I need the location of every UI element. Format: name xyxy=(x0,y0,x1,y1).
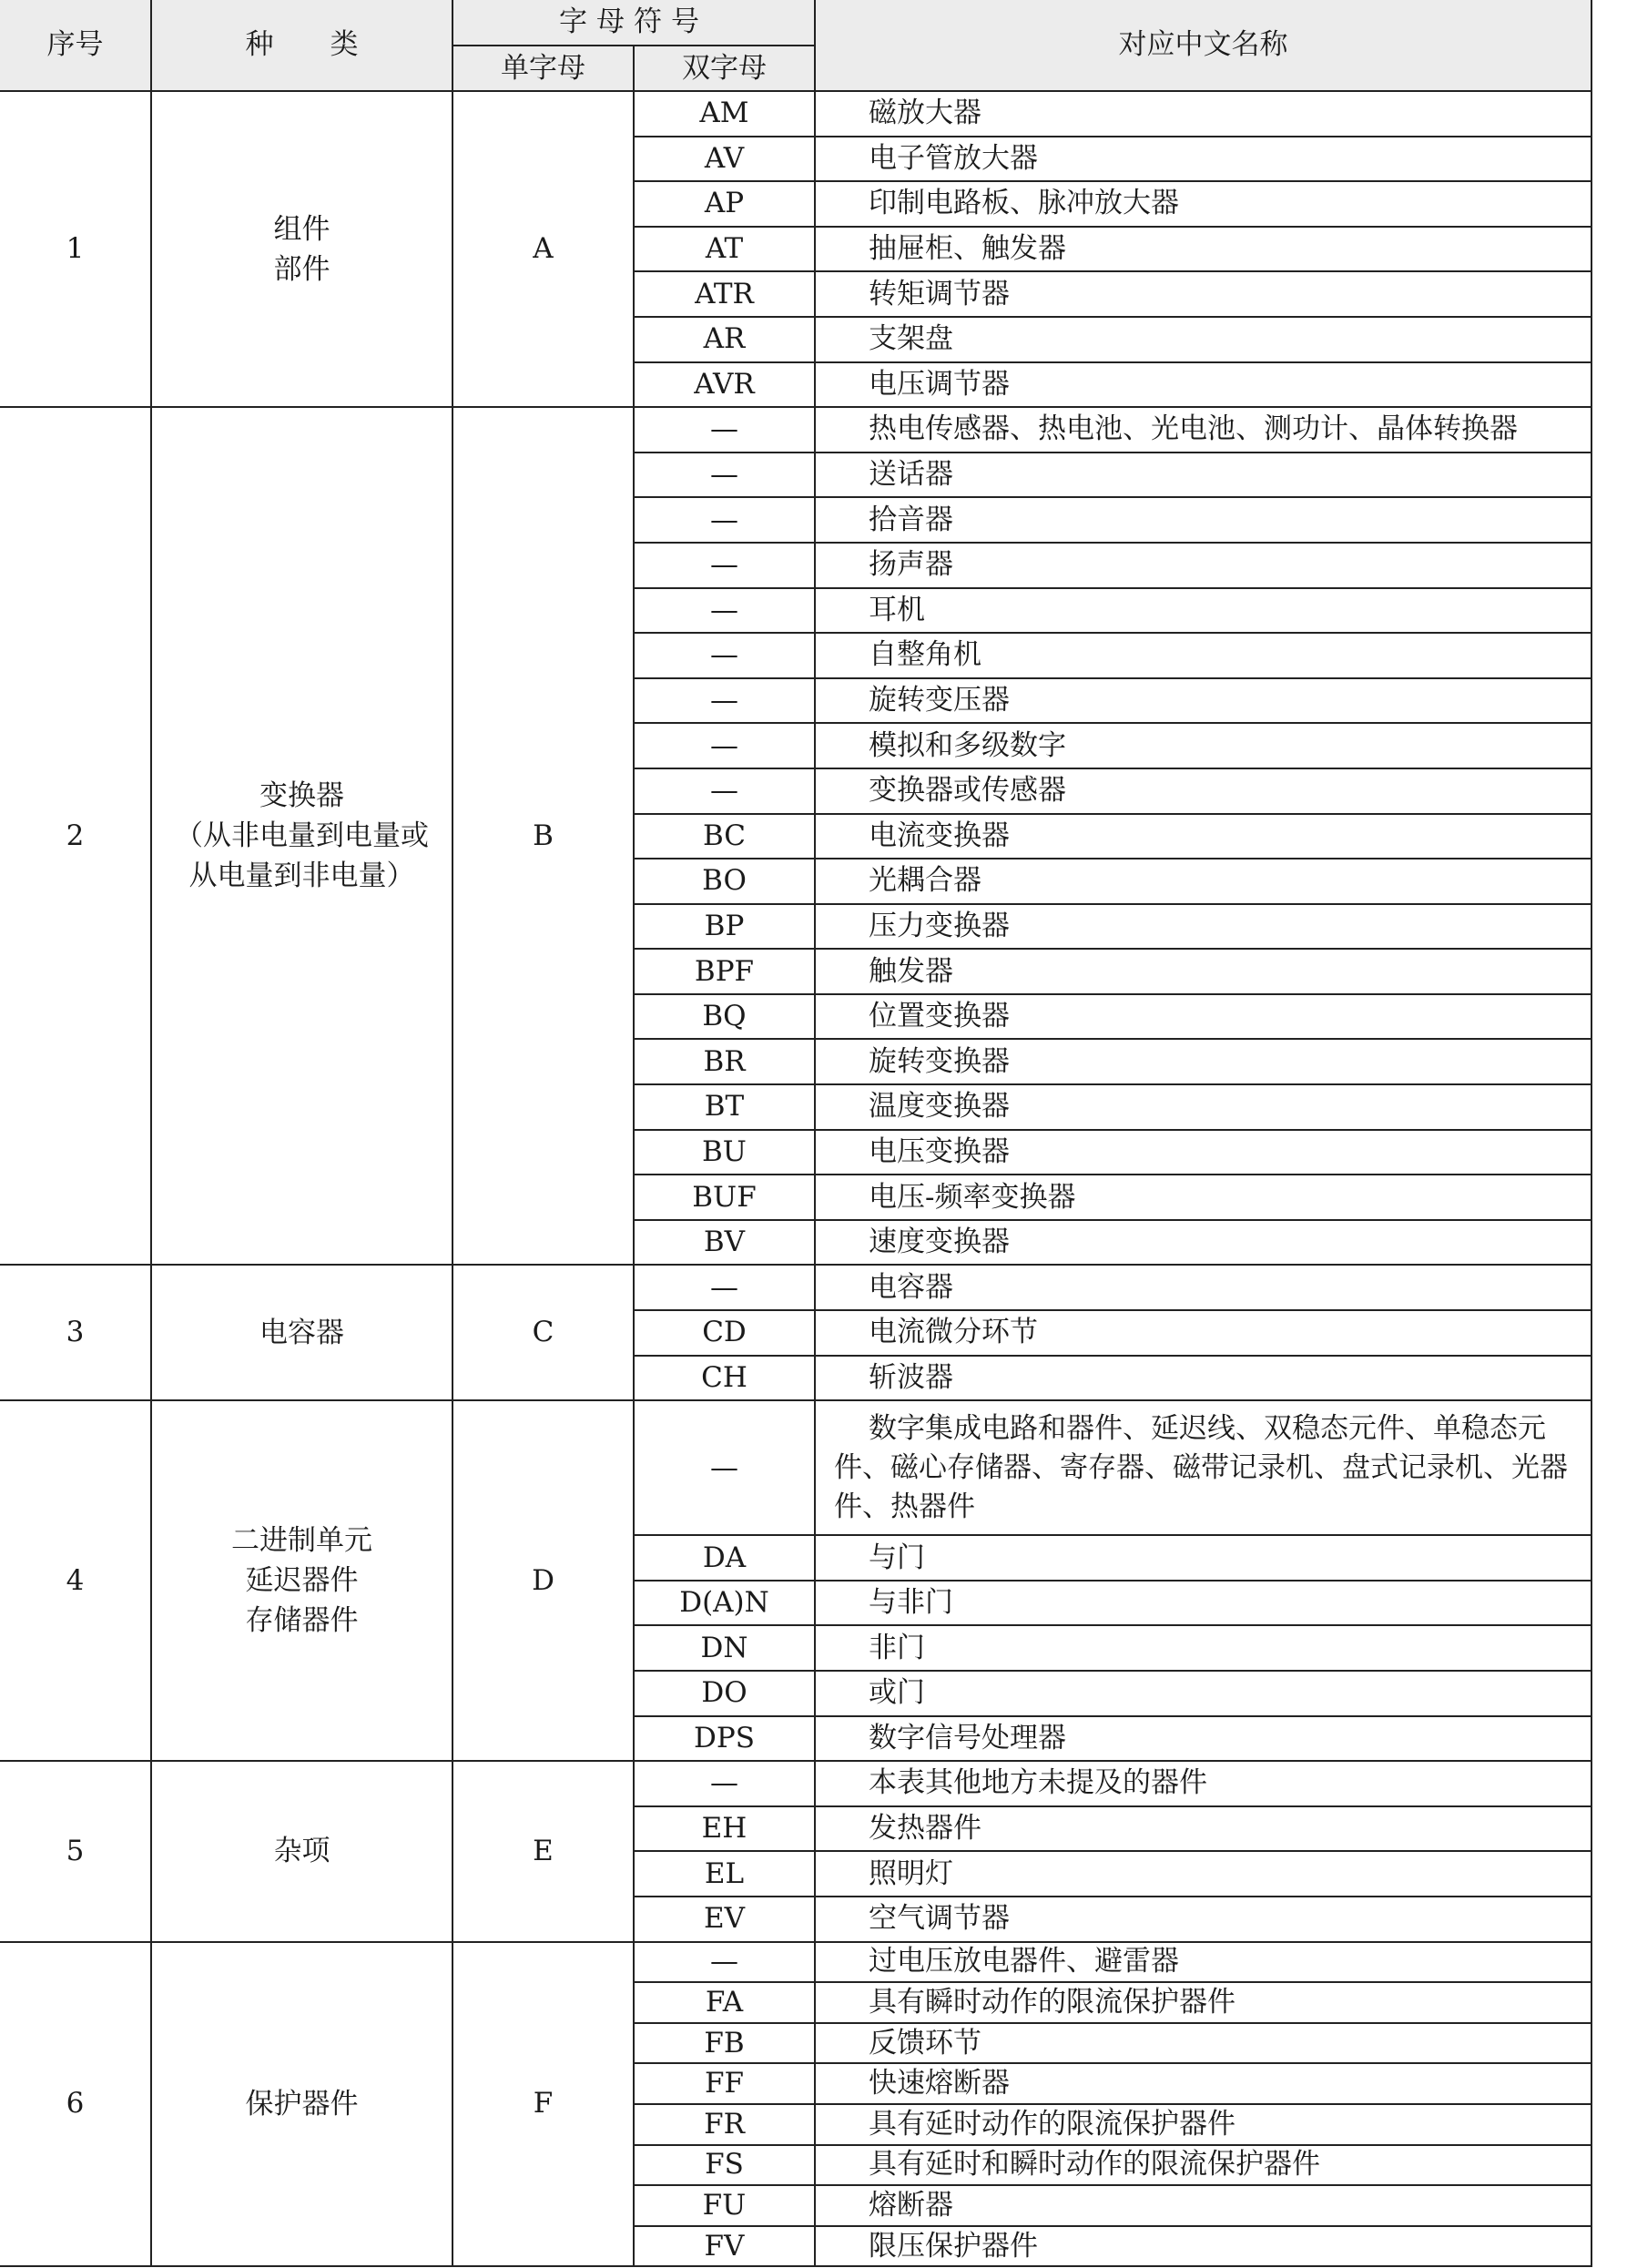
double-letter-code: EV xyxy=(634,1897,815,1942)
double-letter-code: ATR xyxy=(634,271,815,317)
table-row xyxy=(0,1942,1591,1983)
group-category: 杂项 xyxy=(151,1761,453,1941)
chinese-name: 旋转变压器 xyxy=(815,678,1591,724)
chinese-name: 旋转变换器 xyxy=(815,1039,1591,1084)
double-letter-code: CD xyxy=(634,1310,815,1356)
double-letter-code: BR xyxy=(634,1039,815,1084)
double-letter-code: BV xyxy=(634,1220,815,1266)
double-letter-code: BC xyxy=(634,814,815,859)
double-letter-code: FF xyxy=(634,2063,815,2104)
group-category: 电容器 xyxy=(151,1265,453,1400)
chinese-name: 变换器或传感器 xyxy=(815,768,1591,814)
double-letter-code: BPF xyxy=(634,949,815,994)
double-letter-code: DA xyxy=(634,1535,815,1581)
double-letter-code: DO xyxy=(634,1671,815,1716)
double-letter-code: BO xyxy=(634,859,815,904)
table-row xyxy=(0,91,1591,137)
double-letter-code: AV xyxy=(634,137,815,182)
chinese-name: 反馈环节 xyxy=(815,2023,1591,2064)
group-category: 组件 部件 xyxy=(151,91,453,407)
header-double-letter: 双字母 xyxy=(634,46,815,91)
table-row xyxy=(0,1265,1591,1310)
double-letter-code: — xyxy=(634,723,815,768)
chinese-name: 电压-频率变换器 xyxy=(815,1175,1591,1220)
header-letter-symbol: 字母符号 xyxy=(453,0,815,46)
chinese-name: 支架盘 xyxy=(815,317,1591,362)
table-row xyxy=(0,1400,1591,1535)
double-letter-code: BUF xyxy=(634,1175,815,1220)
chinese-name: 限压保护器件 xyxy=(815,2226,1591,2267)
chinese-name: 抽屉柜、触发器 xyxy=(815,227,1591,272)
double-letter-code: FU xyxy=(634,2185,815,2226)
group-category: 二进制单元 延迟器件 存储器件 xyxy=(151,1400,453,1761)
chinese-name: 熔断器 xyxy=(815,2185,1591,2226)
chinese-name: 数字信号处理器 xyxy=(815,1716,1591,1762)
chinese-name: 非门 xyxy=(815,1625,1591,1671)
double-letter-code: CH xyxy=(634,1356,815,1401)
double-letter-code: — xyxy=(634,1265,815,1310)
chinese-name: 或门 xyxy=(815,1671,1591,1716)
chinese-name: 与门 xyxy=(815,1535,1591,1581)
chinese-name: 热电传感器、热电池、光电池、测功计、晶体转换器 xyxy=(815,407,1591,453)
double-letter-code: — xyxy=(634,497,815,543)
double-letter-code: BQ xyxy=(634,994,815,1040)
chinese-name: 拾音器 xyxy=(815,497,1591,543)
chinese-name: 斩波器 xyxy=(815,1356,1591,1401)
double-letter-code: FR xyxy=(634,2104,815,2145)
chinese-name: 快速熔断器 xyxy=(815,2063,1591,2104)
chinese-name: 印制电路板、脉冲放大器 xyxy=(815,181,1591,227)
chinese-name: 电流微分环节 xyxy=(815,1310,1591,1356)
header-seq: 序号 xyxy=(0,0,151,91)
double-letter-code: AR xyxy=(634,317,815,362)
chinese-name: 耳机 xyxy=(815,588,1591,634)
group-seq: 3 xyxy=(0,1265,151,1400)
group-single-letter: D xyxy=(453,1400,634,1761)
chinese-name: 模拟和多级数字 xyxy=(815,723,1591,768)
double-letter-code: — xyxy=(634,453,815,498)
double-letter-code: — xyxy=(634,407,815,453)
double-letter-code: — xyxy=(634,1942,815,1983)
chinese-name: 数字集成电路和器件、延迟线、双稳态元件、单稳态元件、磁心存储器、寄存器、磁带记录机、盘式记录机、光器件、热器件 xyxy=(815,1400,1591,1535)
chinese-name: 触发器 xyxy=(815,949,1591,994)
chinese-name: 速度变换器 xyxy=(815,1220,1591,1266)
chinese-name: 扬声器 xyxy=(815,543,1591,588)
group-category: 保护器件 xyxy=(151,1942,453,2267)
chinese-name: 电子管放大器 xyxy=(815,137,1591,182)
double-letter-code: — xyxy=(634,633,815,678)
double-letter-code: — xyxy=(634,768,815,814)
chinese-name: 压力变换器 xyxy=(815,904,1591,950)
double-letter-code: FV xyxy=(634,2226,815,2267)
chinese-name: 发热器件 xyxy=(815,1806,1591,1852)
chinese-name: 位置变换器 xyxy=(815,994,1591,1040)
group-seq: 6 xyxy=(0,1942,151,2267)
chinese-name: 转矩调节器 xyxy=(815,271,1591,317)
chinese-name: 过电压放电器件、避雷器 xyxy=(815,1942,1591,1983)
chinese-name: 光耦合器 xyxy=(815,859,1591,904)
double-letter-code: BP xyxy=(634,904,815,950)
double-letter-code: DN xyxy=(634,1625,815,1671)
chinese-name: 具有延时和瞬时动作的限流保护器件 xyxy=(815,2145,1591,2186)
chinese-name: 送话器 xyxy=(815,453,1591,498)
chinese-name: 具有瞬时动作的限流保护器件 xyxy=(815,1982,1591,2023)
double-letter-code: BU xyxy=(634,1130,815,1175)
chinese-name: 与非门 xyxy=(815,1581,1591,1626)
chinese-name: 照明灯 xyxy=(815,1851,1591,1897)
chinese-name: 具有延时动作的限流保护器件 xyxy=(815,2104,1591,2145)
header-chinese-name: 对应中文名称 xyxy=(815,0,1591,91)
group-single-letter: B xyxy=(453,407,634,1265)
chinese-name: 本表其他地方未提及的器件 xyxy=(815,1761,1591,1806)
double-letter-code: — xyxy=(634,1761,815,1806)
double-letter-code: EH xyxy=(634,1806,815,1852)
double-letter-code: AM xyxy=(634,91,815,137)
group-seq: 5 xyxy=(0,1761,151,1941)
group-single-letter: E xyxy=(453,1761,634,1941)
double-letter-code: D(A)N xyxy=(634,1581,815,1626)
double-letter-code: FA xyxy=(634,1982,815,2023)
group-seq: 4 xyxy=(0,1400,151,1761)
header-category: 种 类 xyxy=(151,0,453,91)
double-letter-code: AT xyxy=(634,227,815,272)
double-letter-code: AVR xyxy=(634,362,815,408)
double-letter-code: — xyxy=(634,543,815,588)
double-letter-code: — xyxy=(634,588,815,634)
table-body xyxy=(0,91,1591,2266)
double-letter-code: DPS xyxy=(634,1716,815,1762)
chinese-name: 电容器 xyxy=(815,1265,1591,1310)
double-letter-code: — xyxy=(634,1400,815,1535)
double-letter-code: AP xyxy=(634,181,815,227)
chinese-name: 电流变换器 xyxy=(815,814,1591,859)
chinese-name: 电压调节器 xyxy=(815,362,1591,408)
chinese-name: 温度变换器 xyxy=(815,1084,1591,1130)
chinese-name: 电压变换器 xyxy=(815,1130,1591,1175)
double-letter-code: FB xyxy=(634,2023,815,2064)
chinese-name: 空气调节器 xyxy=(815,1897,1591,1942)
group-single-letter: A xyxy=(453,91,634,407)
group-single-letter: C xyxy=(453,1265,634,1400)
double-letter-code: EL xyxy=(634,1851,815,1897)
group-single-letter: F xyxy=(453,1942,634,2267)
double-letter-code: BT xyxy=(634,1084,815,1130)
table-row xyxy=(0,1761,1591,1806)
table-row xyxy=(0,407,1591,453)
chinese-name: 自整角机 xyxy=(815,633,1591,678)
double-letter-code: — xyxy=(634,678,815,724)
table-header xyxy=(0,0,1591,91)
header-single-letter: 单字母 xyxy=(453,46,634,91)
group-seq: 1 xyxy=(0,91,151,407)
chinese-name: 磁放大器 xyxy=(815,91,1591,137)
group-category: 变换器 （从非电量到电量或 从电量到非电量） xyxy=(151,407,453,1265)
double-letter-code: FS xyxy=(634,2145,815,2186)
group-seq: 2 xyxy=(0,407,151,1265)
